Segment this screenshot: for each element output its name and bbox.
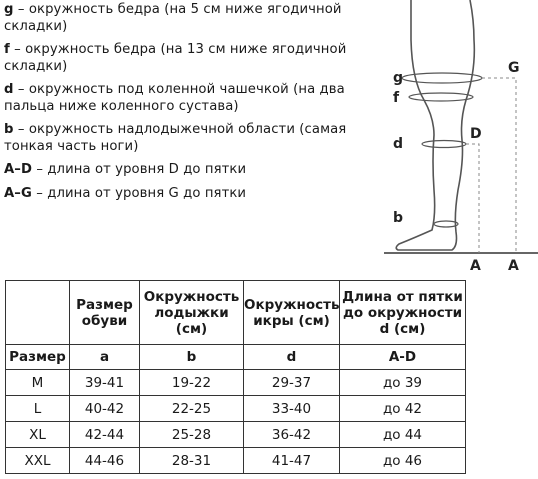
label-D: D [470, 126, 482, 142]
key-cell: b [140, 345, 244, 370]
table-cell: 39-41 [70, 370, 140, 396]
ring-b [434, 221, 458, 227]
size-table [5, 280, 466, 474]
table-cell: 28-31 [140, 448, 244, 474]
label-G: G [508, 60, 520, 76]
label-g: g [393, 70, 404, 86]
table-cell: 36-42 [244, 422, 340, 448]
guide-g [482, 78, 516, 253]
table-header-row [6, 281, 466, 345]
legend [4, 2, 384, 202]
table-cell: 29-37 [244, 370, 340, 396]
header-cell: Размер обуви [70, 281, 140, 345]
table-cell: до 46 [340, 448, 466, 474]
key-cell: d [244, 345, 340, 370]
header-cell: Длина от пятки до окружности d (см) [340, 281, 466, 345]
table-row [6, 448, 466, 474]
size-label: L [6, 396, 70, 422]
table-cell: до 42 [340, 396, 466, 422]
legend-ag: A–G – длина от уровня G до пятки [4, 185, 247, 201]
size-label: XL [6, 422, 70, 448]
key-cell: Размер [6, 345, 70, 370]
size-label: XXL [6, 448, 70, 474]
table-key-row [6, 345, 466, 370]
ring-f [409, 93, 473, 101]
table-row [6, 370, 466, 396]
table-cell: до 44 [340, 422, 466, 448]
header-cell: Окружность лодыжки (см) [140, 281, 244, 345]
key-cell: a [70, 345, 140, 370]
leg-diagram [384, 0, 538, 278]
table-row [6, 396, 466, 422]
ring-g [402, 73, 482, 83]
label-d: d [393, 136, 404, 152]
legend-d: d – окружность под коленной чашечкой (на два пальца ниже коленного сустава) [4, 82, 345, 114]
legend-f: f – окружность бедра (на 13 см ниже ягодичной складки) [4, 42, 347, 74]
table-cell: 44-46 [70, 448, 140, 474]
legend-g: g – окружность бедра (на 5 см ниже ягодичной складки) [4, 2, 342, 34]
label-A1: A [470, 258, 481, 274]
table-cell: 42-44 [70, 422, 140, 448]
label-f: f [393, 90, 400, 106]
header-cell [6, 281, 70, 345]
key-cell: A-D [340, 345, 466, 370]
table-row [6, 422, 466, 448]
table-cell: 41-47 [244, 448, 340, 474]
legend-b: b – окружность надлодыжечной области (самая тонкая часть ноги) [4, 122, 347, 154]
size-label: M [6, 370, 70, 396]
ring-d [422, 141, 466, 148]
table-cell: 19-22 [140, 370, 244, 396]
header-cell: Окружность икры (см) [244, 281, 340, 345]
guide-d [466, 144, 479, 253]
leg-outline [396, 0, 474, 250]
legend-ad: A–D – длина от уровня D до пятки [4, 162, 247, 177]
table-cell: 40-42 [70, 396, 140, 422]
label-b: b [393, 210, 404, 226]
table-cell: 22-25 [140, 396, 244, 422]
label-A2: A [508, 258, 519, 274]
table-cell: до 39 [340, 370, 466, 396]
table-cell: 25-28 [140, 422, 244, 448]
table-cell: 33-40 [244, 396, 340, 422]
